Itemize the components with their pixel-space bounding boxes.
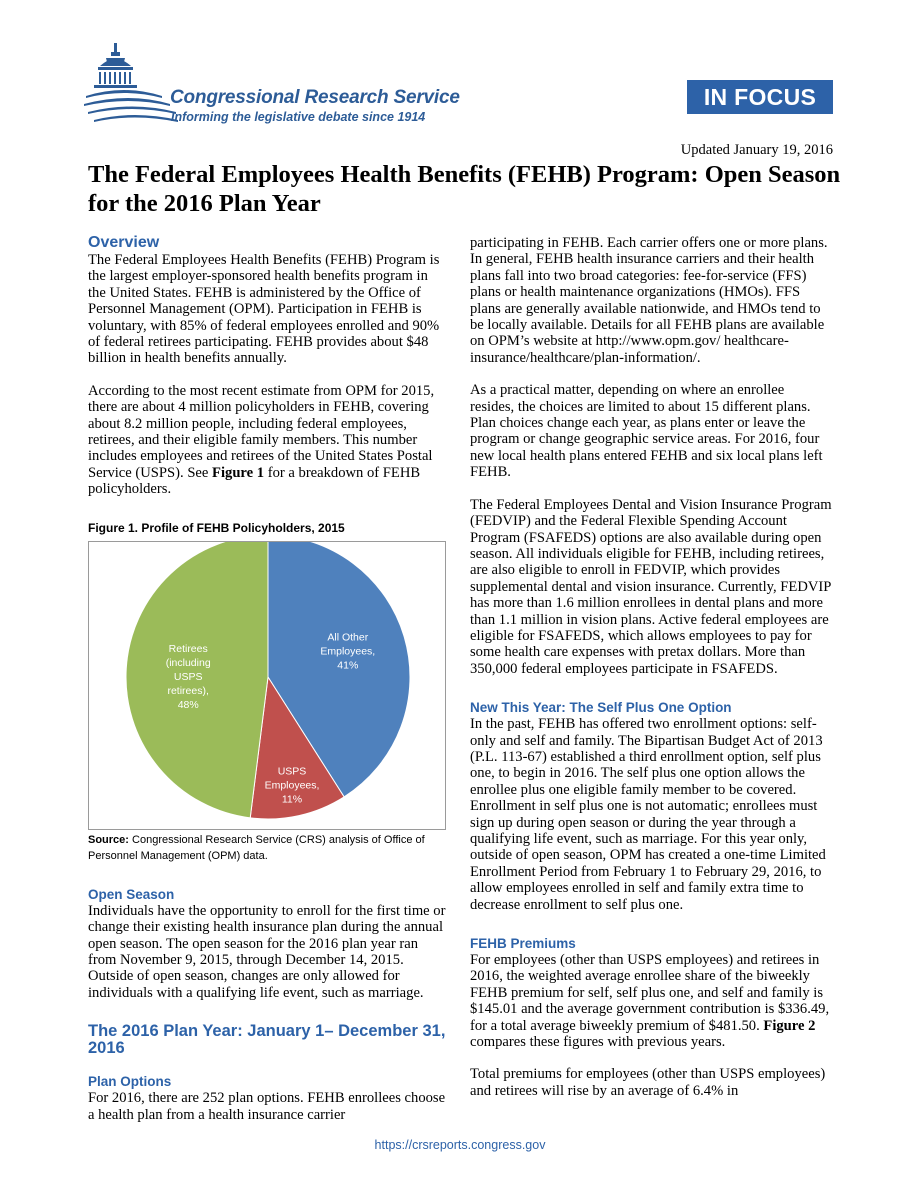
overview-paragraph-1: The Federal Employees Health Benefits (FEHB) Program is the largest employer-sponsored health benefits program in the United States. FEHB is administered by the Office of Personnel Management (OPM). Participation in FEHB is voluntary, with 85% of federal employees enrolled and 90% of federal retirees participating. FEHB provides about $48 billion in health benefits annually. [88,252,440,367]
figure-1 [88,521,448,864]
pie-label-1: USPS Employees, 11% [264,765,320,806]
premiums-text-c: compares these figures with previous years. [470,1034,726,1051]
carrier-paragraph: participating in FEHB. Each carrier offers one or more plans. In general, FEHB health insurance carriers and their health plans fall into two broad categories: fee-for-service (FFS) plans or health maintenance organizations (HMOs). FFS plans are generally available nationwide, and HMOs tend to be locally available. Details for all FEHB plans are available on OPM’s website at http://www.opm.gov/ healthcare-insurance/healthcare/plan-information/. [470,235,828,366]
total-premiums-paragraph: Total premiums for employees (other than USPS employees) and retirees will rise by an average of 6.4% in [470,1066,826,1099]
figure-source [88,832,448,864]
overview-paragraph-2 [88,383,448,498]
plan-options-heading: Plan Options [88,1074,172,1090]
updated-date: Updated January 19, 2016 [680,142,833,158]
figure-title: Figure 1. Profile of FEHB Policyholders, 2015 [88,520,345,535]
premiums-text-a: For employees (other than USPS employees) and retirees in 2016, the weighted average enrollee share of the biweekly FEHB premium for self, self plus one, and self and family is $145.01 and the average government contribution is $336.49, for a total average biweekly premium of $481.50. [470,952,830,1034]
plan-year-heading: The 2016 Plan Year: January 1– December 31, 2016 [88,1022,446,1058]
source-label: Source: [88,833,129,846]
pie-label-0: All Other Employees, 41% [320,631,376,672]
premiums-paragraph [470,952,832,1050]
figure-1-ref: Figure 1 [212,464,265,481]
overview-p2-text-c: for a breakdown of FEHB policyholders. [88,464,421,498]
crs-capitol-logo [84,40,180,132]
fedvip-paragraph: The Federal Employees Dental and Vision Insurance Program (FEDVIP) and the Federal Flexible Spending Account Program (FSAFEDS) options are also available during open season. All individuals eligible for FEHB, including retirees, are also eligible to enroll in FEDVIP, which provides supplemental dental and vision insurance. Currently, FEDVIP has more than 1.6 million enrollees in dental plans and more than 1.1 million in vision plans. Active federal employees are eligible for FSAFEDS, which allows employees to pay for some health care expenses with pretax dollars. More than 350,000 federal employees participate in FSAFEDS. [470,496,832,677]
self-plus-one-heading: New This Year: The Self Plus One Option [470,700,732,716]
org-name: Congressional Research Service [170,87,460,108]
overview-p2-text-a: According to the most recent estimate from OPM for 2015, there are about 4 million policyholders in FEHB, covering about 8.2 million people, including federal employees, retirees, and their eligible family members. This number includes employees and retirees of the United States Postal Service (USPS). See [88,382,435,481]
practical-paragraph: As a practical matter, depending on where an enrollee resides, the choices are limited to about 15 different plans. Plan choices change each year, as plans enter or leave the program or change geographic service areas. For 2016, four new local health plans entered FEHB and six local plans left FEHB. [470,382,823,481]
pie-label-2: Retirees (including USPS retirees), 48% [165,642,211,711]
right-column [470,232,832,1099]
plan-options-paragraph: For 2016, there are 252 plan options. FEHB enrollees choose a health plan from a health insurance carrier [88,1090,446,1123]
open-season-paragraph: Individuals have the opportunity to enroll for the first time or change their existing health insurance plan during the annual open season. The open season for the 2016 plan year ran from November 9, 2015, through December 14, 2015. Outside of open season, changes are only allowed for individuals with a qualifying life event, such as marriage. [88,902,446,1001]
self-plus-one-paragraph: In the past, FEHB has offered two enrollment options: self-only and self and family. The Bipartisan Budget Act of 2013 (P.L. 113-67) established a third enrollment option, self plus one, to begin in 2016. The self plus one option allows the enrollee plus one eligible family member to be covered. Enrollment in self plus one is not automatic; enrollees must sign up during open season or during the year through a qualifying life event, such as marriage. For this year only, outside of open season, OPM has created a one-time Limited Enrollment Period from February 1 to February 29, 2016, to allow employees enrolled in self and family extra time to decrease enrollment to self plus one. [470,716,826,913]
overview-heading: Overview [88,234,160,251]
figure-2-ref: Figure 2 [763,1017,816,1034]
footer-url[interactable]: https://crsreports.congress.gov [374,1138,546,1152]
page-title: The Federal Employees Health Benefits (FEHB) Program: Open Season for the 2016 Plan Year [88,161,841,217]
in-focus-badge: IN FOCUS [687,80,833,114]
pie-chart [89,542,445,829]
pie-chart-frame [88,541,446,830]
open-season-heading: Open Season [88,886,175,902]
left-column [88,232,448,1123]
org-tagline: Informing the legislative debate since 1914 [171,110,426,124]
source-text: Congressional Research Service (CRS) analysis of Office of Personnel Management (OPM) data. [88,833,425,862]
premiums-heading: FEHB Premiums [470,936,576,952]
